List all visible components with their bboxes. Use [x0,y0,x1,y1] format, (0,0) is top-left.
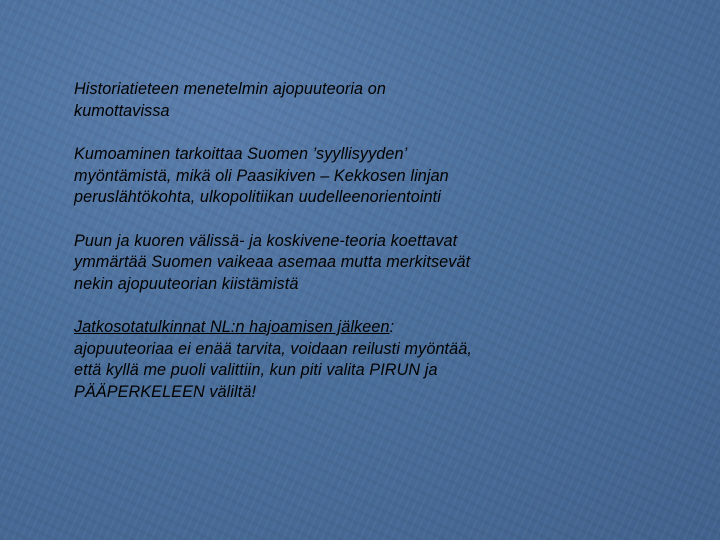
text-line: Kumoaminen tarkoittaa Suomen ’syyllisyyden’ [74,145,408,163]
text-line: ajopuuteoriaa ei enää tarvita, voidaan reilusti myöntää, [74,339,472,358]
paragraph-refutation [74,144,634,209]
text-line: myöntämistä, mikä oli Paasikiven – Kekkosen linjan [74,166,449,185]
paragraph-continuation-war [74,317,634,403]
heading-colon: : [389,318,395,336]
paragraph-theories [74,231,634,296]
underlined-heading: Jatkosotatulkinnat NL:n hajoamisen jälkeen [74,318,390,336]
text-line: nekin ajopuuteorian kiistämistä [74,274,299,293]
text-line: Historiatieteen menetelmin ajopuuteoria on [74,80,386,98]
text-line: PÄÄPERKELEEN väliltä! [74,382,257,401]
text-line: kumottavissa [74,101,170,120]
paragraph-historiography [74,79,634,122]
slide-body [74,79,634,403]
paragraph-heading-line [74,317,634,339]
text-line: ymmärtää Suomen vaikeaa asemaa mutta merkitsevät [74,253,471,271]
text-line: Puun ja kuoren välissä- ja koskivene-teoria koettavat [74,231,458,250]
text-line: että kyllä me puoli valittiin, kun piti valita PIRUN ja [74,361,438,379]
text-line: peruslähtökohta, ulkopolitiikan uudelleenorientointi [74,188,441,206]
